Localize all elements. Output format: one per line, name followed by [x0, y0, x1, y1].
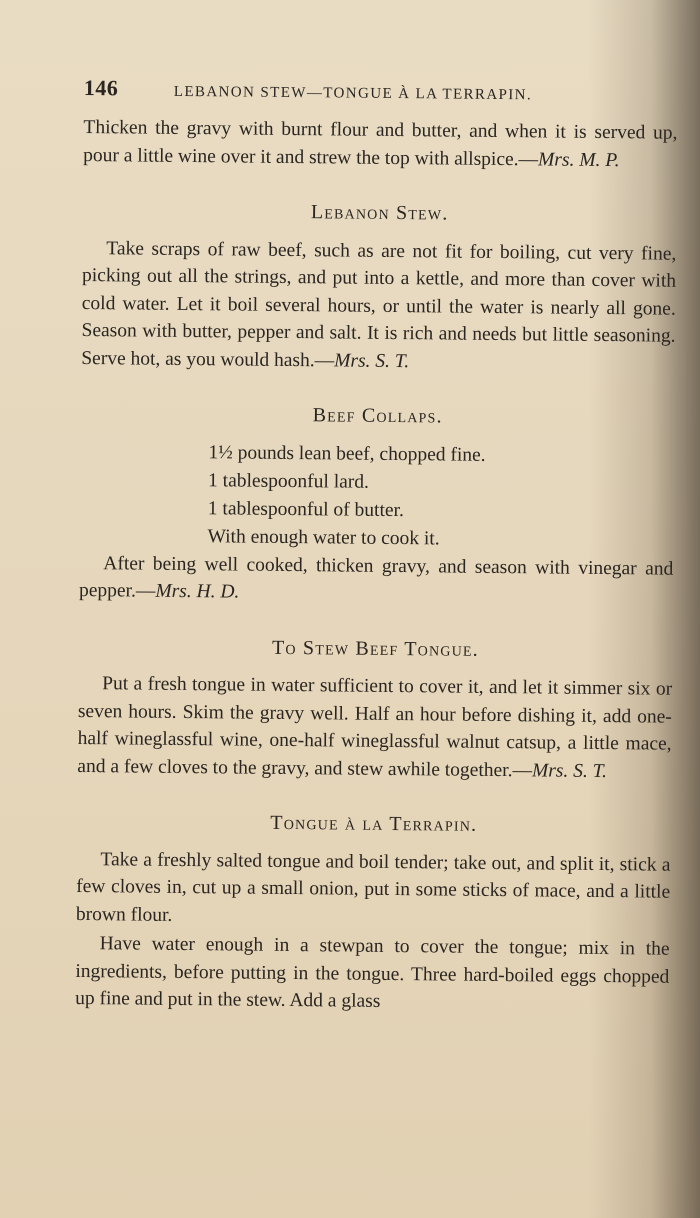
- recipe-title-stew-beef-tongue: To Stew Beef Tongue.: [271, 636, 480, 661]
- running-title: LEBANON STEW—TONGUE À LA TERRAPIN.: [173, 83, 533, 104]
- intro-text: Thicken the gravy with burnt flour and butter, and when it is served up, pour a little wine over it and strew the top with allspice.—: [83, 116, 678, 170]
- recipe-title-beef-collaps: Beef Collaps.: [312, 404, 443, 428]
- recipe-paragraph: [75, 930, 670, 1018]
- recipe-paragraph: [81, 234, 676, 377]
- page-content: [75, 74, 678, 1018]
- intro-paragraph: [83, 114, 678, 175]
- recipe-paragraph: [79, 549, 674, 610]
- page-header: [84, 74, 678, 120]
- intro-attribution: Mrs. M. P.: [537, 148, 620, 171]
- recipe-attribution: Mrs. S. T.: [531, 759, 608, 782]
- page-number: 146: [83, 74, 119, 101]
- recipe-paragraph: [76, 845, 671, 933]
- recipe-text: Take scraps of raw beef, such as are not fit for boiling, cut very fine, picking out all the strings, and put into a kettle, and more than cover with cold water. Let it boil several hours, or until the water is nearly all gone. Season with butter, pepper and salt. It is rich and needs but little seasoning. Serve hot, as you would hash.—: [81, 237, 677, 371]
- recipe-text: After being well cooked, thicken gravy, and season with vinegar and pepper.—: [78, 552, 674, 602]
- recipe-title-lebanon-stew: Lebanon Stew.: [310, 201, 449, 225]
- recipe-text: Have water enough in a stewpan to cover the tongue; mix in the ingredients, before putting in the tongue. Three hard-boiled eggs chopped up fine and put in the stew. Add a glass: [75, 933, 670, 1012]
- ingredient-list: [207, 439, 674, 555]
- ingredient-item: With enough water to cook it.: [207, 525, 440, 549]
- recipe-text: Take a freshly salted tongue and boil tender; take out, and split it, stick a few cloves in, cut up a small onion, put in some sticks of mace, and a little brown flour.: [75, 848, 671, 926]
- recipe-attribution: Mrs. S. T.: [334, 349, 410, 372]
- recipe-attribution: Mrs. H. D.: [155, 580, 240, 603]
- recipe-text: Put a fresh tongue in water sufficient to cover it, and let it simmer six or seven hours. Skim the gravy well. Half an hour before dishing it, add one-half wineglassful wine, one-half wineglassful walnut catsup, a little mace, and a few cloves to the gravy, and stew awhile together.—: [77, 673, 673, 781]
- recipe-paragraph: [77, 670, 672, 786]
- ingredient-item: 1 tablespoonful of butter.: [207, 497, 404, 521]
- recipe-title-tongue-terrapin: Tongue à la Terrapin.: [270, 811, 478, 836]
- ingredient-item: 1½ pounds lean beef, chopped fine.: [208, 441, 486, 466]
- ingredient-item: 1 tablespoonful lard.: [208, 469, 370, 493]
